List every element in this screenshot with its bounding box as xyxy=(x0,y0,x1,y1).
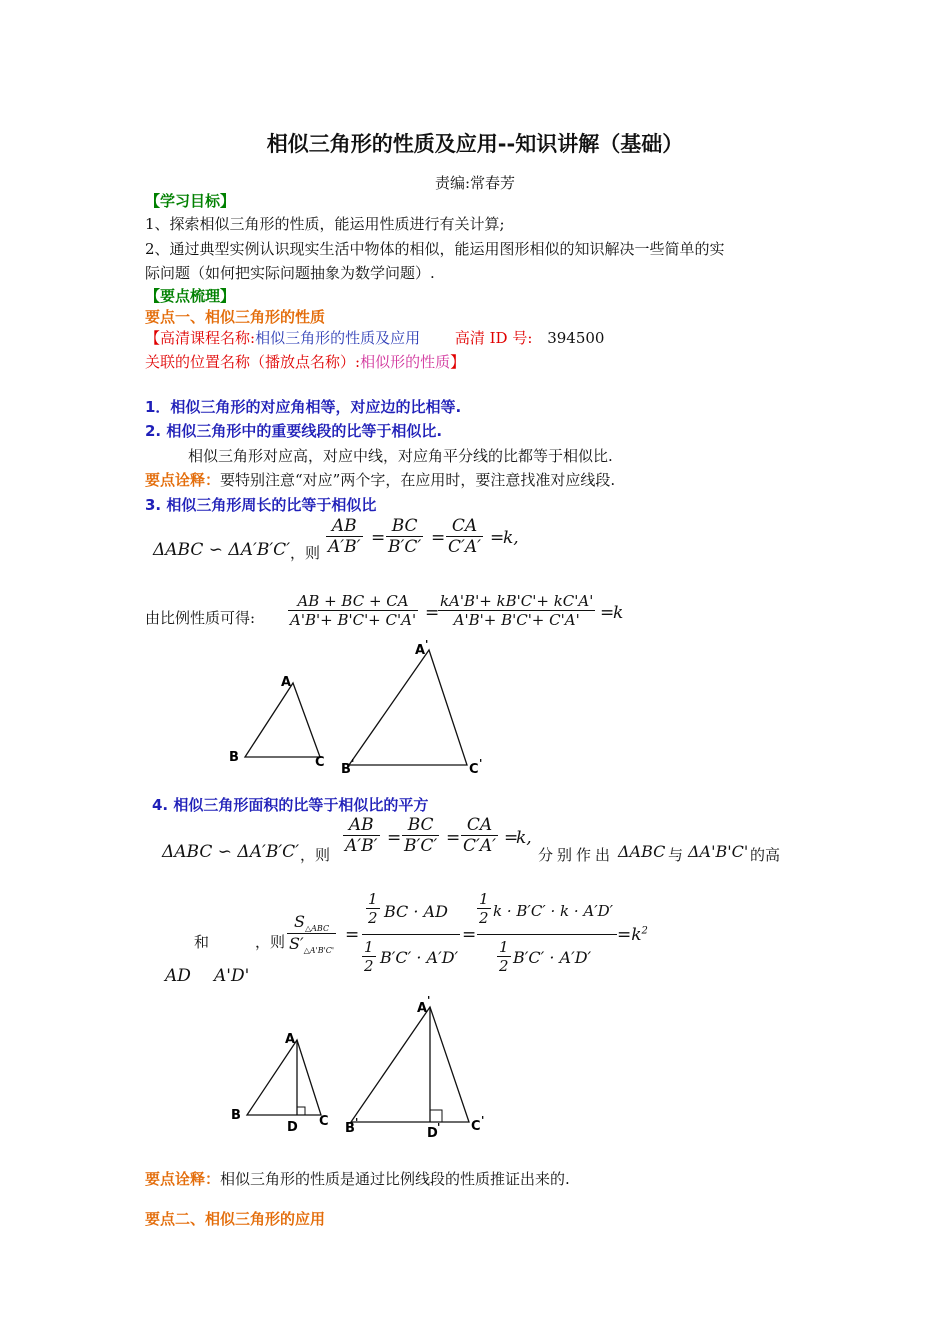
property-1: 1．相似三角形的对应角相等，对应边的比相等. xyxy=(145,398,462,416)
ratio-eq1: = xyxy=(425,603,440,623)
right-angle-d xyxy=(297,1107,305,1115)
p4-frac-ca-den: C′A′ xyxy=(463,836,497,856)
position-name: 相似形的性质 xyxy=(360,353,451,371)
area-result-sup: 2 xyxy=(641,925,648,937)
p4-frac-bc-num: BC xyxy=(407,815,434,835)
label-c1-2-prime: ' xyxy=(481,1114,485,1127)
note-2-text: 相似三角形的性质是通过比例线段的性质推证出来的. xyxy=(220,1170,570,1188)
p4-eq1: = xyxy=(387,828,402,848)
position-label: 关联的位置名称（播放点名称）: xyxy=(145,353,361,371)
p4-frac-bc-den: B′C′ xyxy=(404,836,438,856)
course-id: 394500 xyxy=(547,329,605,347)
area-frac-2-half2 xyxy=(497,938,511,975)
p3-frac-bc-num: BC xyxy=(391,516,418,536)
label-a1-2-prime: ' xyxy=(427,995,431,1007)
position-close: 】 xyxy=(450,353,466,371)
area-frac-1-half-num: 1 xyxy=(368,890,378,908)
area-frac-1-half-den: 2 xyxy=(368,909,378,927)
area-result xyxy=(617,925,648,945)
p4-eq2: = xyxy=(446,828,461,848)
p3-frac-ab-den: A′B′ xyxy=(328,537,361,557)
a1d1-label: A'D' xyxy=(214,966,250,986)
area-frac-1 xyxy=(362,888,460,980)
area-lhs xyxy=(287,912,336,955)
p3-frac-ca xyxy=(446,516,483,557)
p4-similar: ΔABC ∽ ΔA′B′C′ xyxy=(162,842,300,862)
p3-similar: ΔABC ∽ ΔA′B′C′ xyxy=(153,540,291,560)
label-c1-2: C xyxy=(471,1119,481,1134)
area-frac-1-half2-den: 2 xyxy=(364,957,374,975)
label-b-2: B xyxy=(231,1108,241,1123)
area-frac-2-half2-den: 2 xyxy=(499,957,509,975)
ratio-frac-2 xyxy=(438,592,595,629)
area-lhs-den-sub: △A'B'C' xyxy=(303,946,335,956)
label-a1-prime: ' xyxy=(425,640,429,651)
area-frac-2 xyxy=(477,888,617,980)
p3-eq3: = xyxy=(490,528,505,548)
p4-then: ，则 xyxy=(300,846,331,864)
ratio-label: 由比例性质可得: xyxy=(145,609,256,627)
position-line xyxy=(145,351,465,372)
p3-frac-ca-num: CA xyxy=(451,516,478,536)
p3-then: ，则 xyxy=(290,544,321,562)
triangle-a1b1c1-2 xyxy=(351,1007,469,1122)
goal-2-line-2: 际问题（如何把实际问题抽象为数学问题）. xyxy=(145,264,435,282)
summary-header: 【要点梳理】 xyxy=(145,287,236,305)
area-lhs-num-sub: △ABC xyxy=(305,924,330,934)
goals-header: 【学习目标】 xyxy=(145,192,236,210)
area-frac-1-den: B′C′ · A′D′ xyxy=(380,948,459,967)
course-id-label: 高清 ID 号: xyxy=(454,329,533,347)
label-a1: A xyxy=(415,643,426,658)
note-2 xyxy=(145,1168,570,1189)
p4-frac-ca-num: CA xyxy=(466,815,493,835)
p4-suffix: 分别作出 xyxy=(538,846,615,864)
area-frac-1-bar xyxy=(362,934,460,935)
course-bracket: 【高清课程名称: xyxy=(145,329,256,347)
point-1-title: 要点一、相似三角形的性质 xyxy=(145,308,326,326)
triangles-figure-1 xyxy=(225,640,525,780)
note-2-label: 要点诠释： xyxy=(145,1170,221,1188)
property-2: 2. 相似三角形中的重要线段的比等于相似比. xyxy=(145,422,443,440)
ratio-frac-1 xyxy=(288,592,418,629)
p3-eq2: = xyxy=(431,528,446,548)
label-d-2: D xyxy=(287,1120,298,1135)
label-b1-2-prime: ' xyxy=(355,1116,359,1129)
ad-label: AD xyxy=(165,966,191,986)
note-1-text: 要特别注意“对应”两个字，在应用时，要注意找准对应线段. xyxy=(220,471,616,489)
p3-eq1: = xyxy=(371,528,386,548)
label-b: B xyxy=(229,750,239,765)
label-b1-2: B xyxy=(345,1121,355,1136)
ratio-frac-2-num: kA'B'+ kB'C'+ kC'A' xyxy=(440,592,594,610)
label-d1-2-prime: ' xyxy=(437,1121,441,1134)
p3-frac-ab xyxy=(326,516,363,557)
p4-with: 与 xyxy=(668,846,684,864)
property-2-desc: 相似三角形对应高，对应中线，对应角平分线的比都等于相似比. xyxy=(188,447,613,465)
p4-frac-ab xyxy=(343,815,380,856)
ratio-k: k xyxy=(613,603,624,623)
p4-tri1: ΔABC xyxy=(618,842,666,861)
ratio-frac-2-den: A'B'+ B'C'+ C'A' xyxy=(438,610,595,629)
p4-frac-bc xyxy=(402,815,439,856)
p4-high: 的高 xyxy=(750,846,781,864)
label-d1-2: D xyxy=(427,1126,438,1140)
label-c-2: C xyxy=(319,1114,329,1129)
label-c: C xyxy=(315,755,325,770)
triangle-a1b1c1 xyxy=(349,650,467,765)
ratio-frac-1-num: AB + BC + CA xyxy=(297,592,409,610)
label-a1-2: A xyxy=(417,1001,428,1016)
p4-frac-ca xyxy=(461,815,498,856)
goal-2-line-1: 2、通过典型实例认识现实生活中物体的相似，能运用图形相似的知识解决一些简单的实 xyxy=(145,240,725,258)
area-frac-2-half-num: 1 xyxy=(479,890,489,908)
p3-frac-bc xyxy=(386,516,423,557)
property-4: 4. 相似三角形面积的比等于相似比的平方 xyxy=(152,796,429,814)
p3-frac-ca-den: C′A′ xyxy=(448,537,482,557)
label-a: A xyxy=(281,675,292,690)
area-lhs-den: S′ xyxy=(289,934,304,954)
and-label: 和 xyxy=(194,933,210,951)
p3-frac-bc-den: B′C′ xyxy=(388,537,422,557)
label-b1-prime: ' xyxy=(351,757,355,770)
area-frac-2-half xyxy=(477,890,491,927)
area-frac-2-den: B′C′ · A′D′ xyxy=(513,948,592,967)
p4-frac-ab-den: A′B′ xyxy=(345,836,378,856)
label-a-2: A xyxy=(285,1032,296,1047)
course-name: 相似三角形的性质及应用 xyxy=(255,329,421,347)
area-result-k: =k xyxy=(617,925,642,945)
p4-frac-ab-num: AB xyxy=(348,815,374,835)
course-line xyxy=(145,327,604,348)
triangle-abc-2 xyxy=(247,1040,321,1115)
triangles-figure-2 xyxy=(225,995,525,1140)
ratio-eq2: = xyxy=(600,603,615,623)
area-frac-1-num: BC · AD xyxy=(384,902,448,921)
area-eq2: = xyxy=(462,925,477,945)
area-frac-1-half xyxy=(366,890,380,927)
area-frac-2-half-den: 2 xyxy=(479,909,489,927)
area-frac-1-half2 xyxy=(362,938,376,975)
author-line: 责编:常春芳 xyxy=(434,174,516,192)
note-label: 要点诠释： xyxy=(145,471,221,489)
then-label: ，则 xyxy=(255,933,286,951)
area-frac-1-half2-num: 1 xyxy=(364,938,374,956)
page-title: 相似三角形的性质及应用--知识讲解（基础） xyxy=(266,132,684,156)
p4-tri2: ΔA'B'C' xyxy=(688,842,749,861)
area-frac-2-bar xyxy=(477,934,617,935)
label-b1: B xyxy=(341,762,351,777)
property-3: 3. 相似三角形周长的比等于相似比 xyxy=(145,496,377,514)
note-1 xyxy=(145,469,615,490)
triangle-abc xyxy=(245,683,320,757)
label-c1-prime: ' xyxy=(479,757,483,770)
area-lhs-num: S xyxy=(294,912,305,931)
area-frac-2-half2-num: 1 xyxy=(499,938,509,956)
ratio-frac-1-den: A'B'+ B'C'+ C'A' xyxy=(290,611,417,629)
p4-eq3: = xyxy=(504,828,519,848)
point-2-title: 要点二、相似三角形的应用 xyxy=(145,1210,326,1228)
p3-frac-ab-num: AB xyxy=(331,516,357,536)
goal-1: 1、探索相似三角形的性质，能运用性质进行有关计算; xyxy=(145,215,505,233)
label-c1: C xyxy=(469,762,479,777)
area-eq1: = xyxy=(345,925,360,945)
p4-k: k, xyxy=(516,828,532,848)
area-frac-2-num: k · B′C′ · k · A′D′ xyxy=(493,902,614,920)
p3-k: k, xyxy=(503,528,519,548)
